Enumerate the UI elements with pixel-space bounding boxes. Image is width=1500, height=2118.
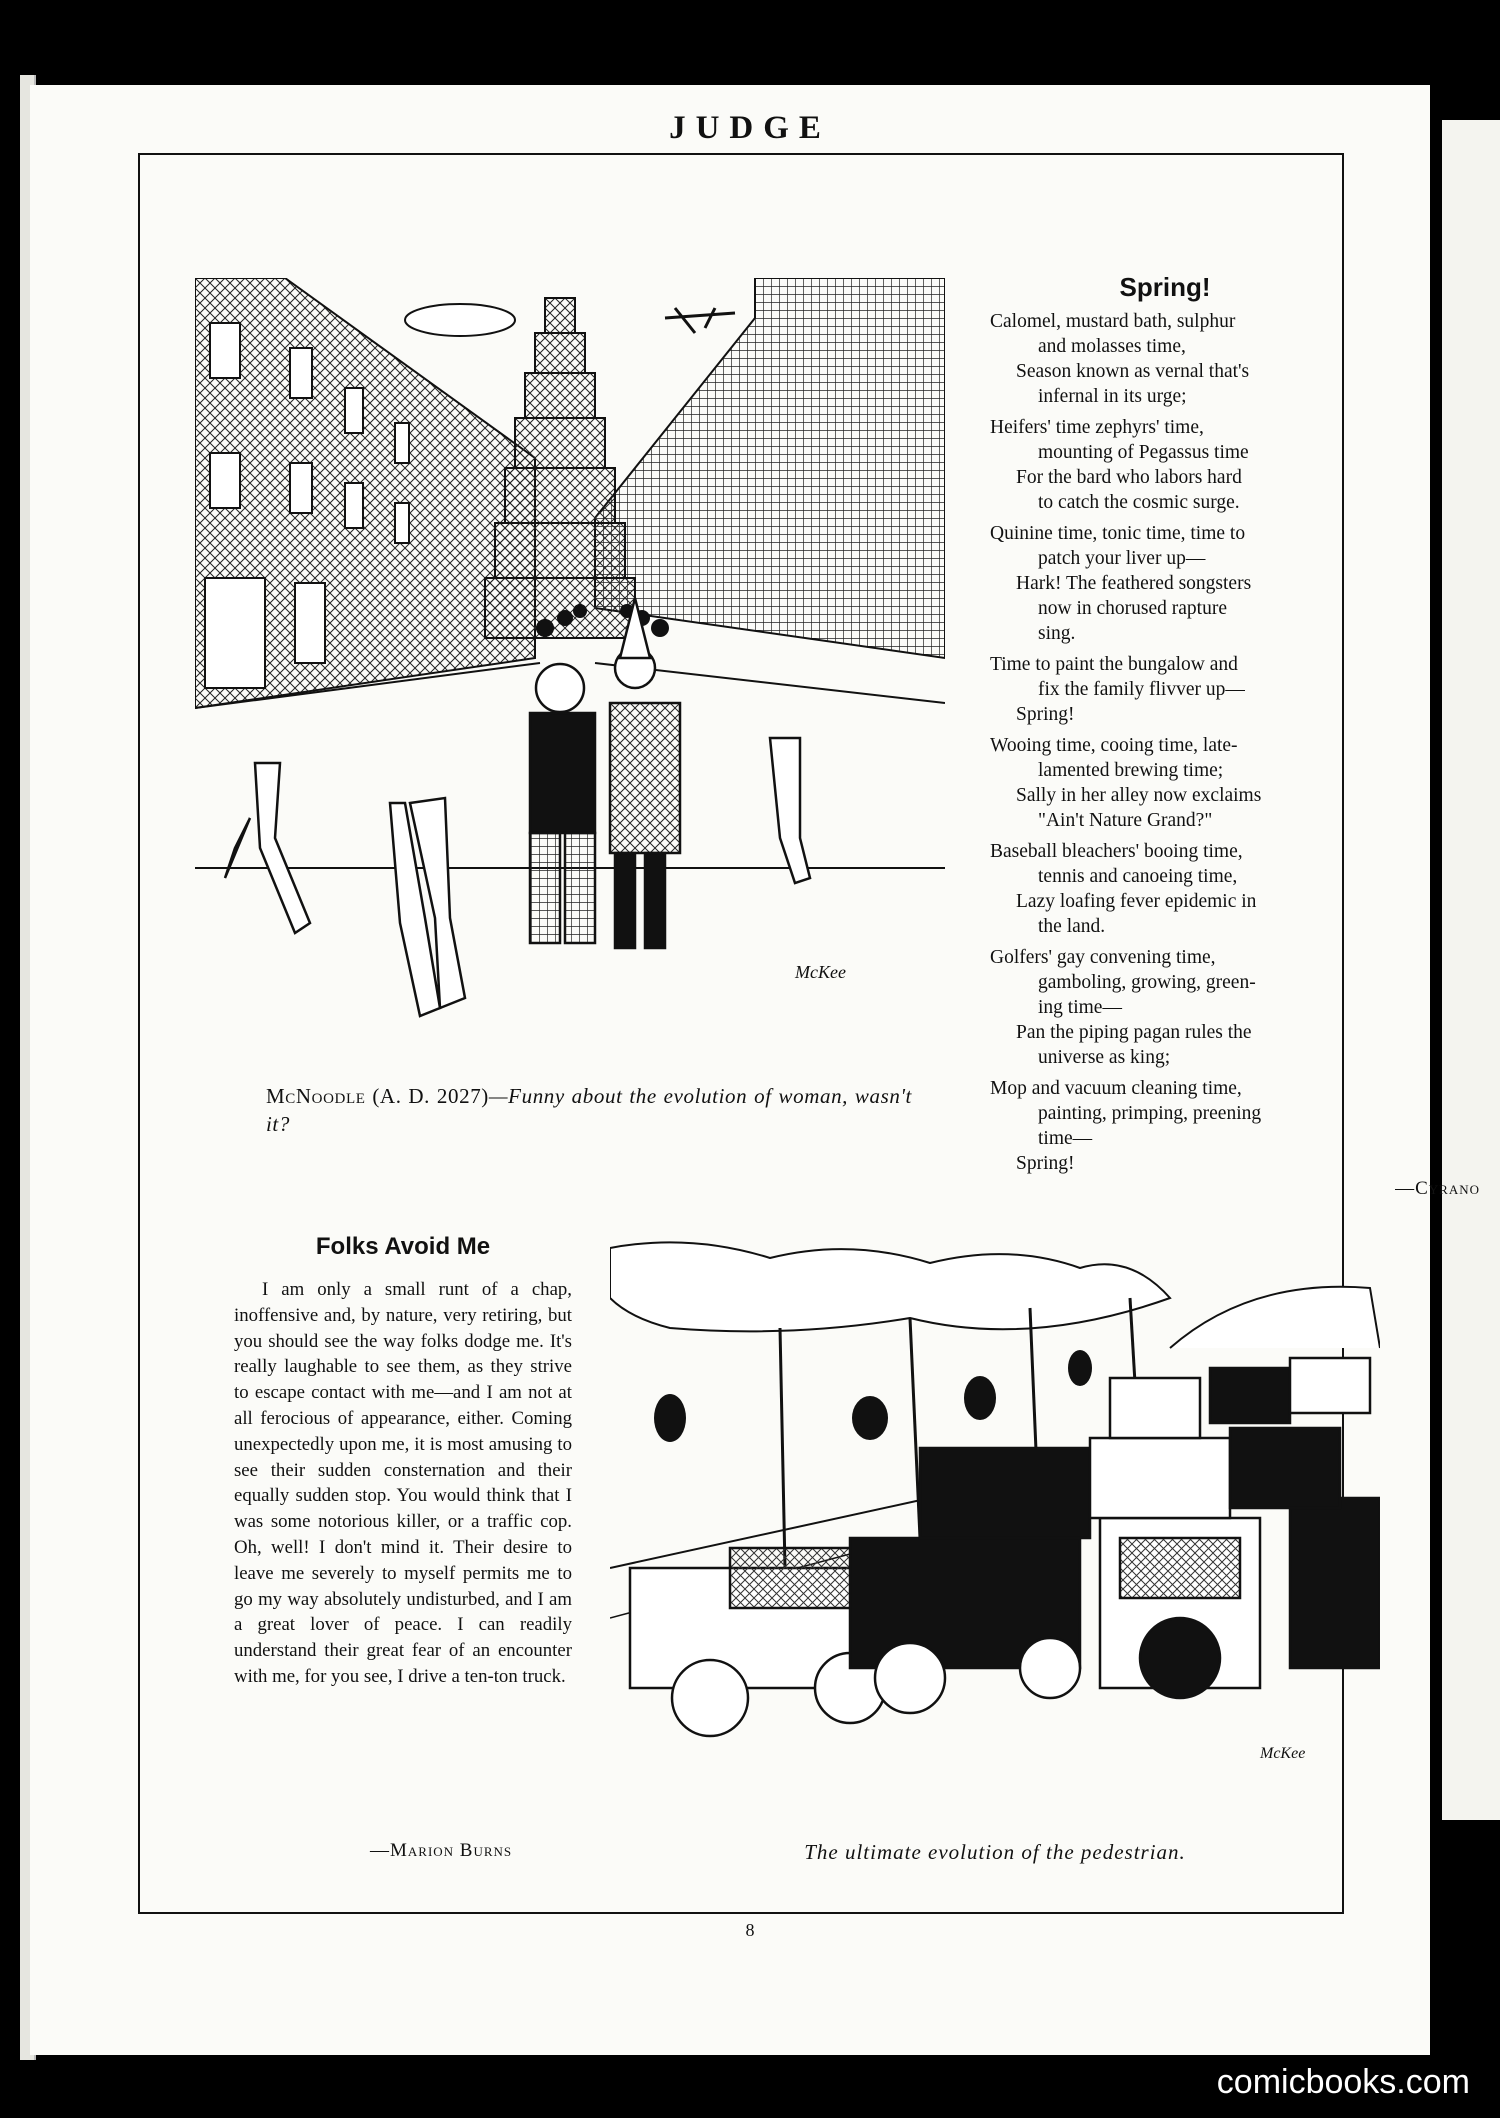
poem-line: Wooing time, cooing time, late-	[990, 735, 1238, 756]
poem-title: Spring!	[1119, 272, 1211, 302]
poem-stanza	[990, 733, 1340, 833]
poem-line: to catch the cosmic surge.	[1038, 492, 1240, 513]
poem-line: Hark! The feathered songsters	[1016, 573, 1252, 594]
poem-line: Pan the piping pagan rules the	[1016, 1022, 1252, 1043]
poem-stanza	[990, 652, 1340, 727]
poem-line: gamboling, growing, green-	[1038, 972, 1256, 993]
poem-stanza	[990, 309, 1340, 409]
poem-line: now in chorused rapture	[1038, 598, 1227, 619]
poem-line: Lazy loafing fever epidemic in	[1016, 891, 1257, 912]
poem-line: infernal in its urge;	[1038, 386, 1187, 407]
poem-line: Golfers' gay convening time,	[990, 947, 1216, 968]
caption-speaker: McNoodle	[266, 1084, 366, 1108]
poem-line: Season known as vernal that's	[1016, 361, 1250, 382]
cartoon-city-legs	[195, 278, 945, 1038]
poem-stanza	[990, 415, 1340, 515]
poem-author: —Cyrano	[1395, 1178, 1480, 1199]
page-number: 8	[745, 1920, 755, 1940]
facing-page-edge	[1442, 120, 1500, 1820]
poem-line: Spring!	[1016, 1153, 1075, 1174]
svg-text:McKee: McKee	[795, 962, 846, 982]
poem-line: the land.	[1038, 916, 1106, 937]
poem-line: Quinine time, tonic time, time to	[990, 523, 1246, 544]
poem-line: fix the family flivver up—	[1038, 679, 1245, 700]
poem-line: Calomel, mustard bath, sulphur	[990, 311, 1236, 332]
poem-line: "Ain't Nature Grand?"	[1038, 810, 1213, 831]
poem-spring	[990, 272, 1340, 1182]
poem-line: universe as king;	[1038, 1047, 1171, 1068]
caption-quote: —Funny about the evolution of woman, wasn't it?	[266, 1084, 912, 1136]
svg-text:McKee: McKee	[1260, 1745, 1306, 1762]
poem-stanza	[990, 945, 1340, 1070]
poem-line: patch your liver up—	[1038, 548, 1206, 569]
poem-stanza	[990, 521, 1340, 646]
poem-line: Sally in her alley now exclaims	[1016, 785, 1262, 806]
poem-line: time—	[1038, 1128, 1093, 1149]
poem-line: lamented brewing time;	[1038, 760, 1224, 781]
caption-date: (A. D. 2027)	[372, 1084, 489, 1108]
poem-line: For the bard who labors hard	[1016, 467, 1242, 488]
poem-line: tennis and canoeing time,	[1038, 866, 1238, 887]
cartoon-traffic-jam	[610, 1238, 1380, 1798]
poem-line: Mop and vacuum cleaning time,	[990, 1078, 1242, 1099]
masthead: JUDGE	[669, 110, 831, 146]
poem-line: sing.	[1038, 623, 1076, 644]
poem-line: Heifers' time zephyrs' time,	[990, 417, 1204, 438]
article-title: Folks Avoid Me	[315, 1233, 491, 1260]
article-author: —Marion Burns	[370, 1840, 513, 1861]
poem-line: Time to paint the bungalow and	[990, 654, 1238, 675]
poem-line: mounting of Pegassus time	[1038, 442, 1249, 463]
watermark: comicbooks.com	[1216, 2063, 1470, 2101]
poem-stanza	[990, 1076, 1340, 1176]
poem-line: Spring!	[1016, 704, 1075, 725]
poem-line: Baseball bleachers' booing time,	[990, 841, 1243, 862]
poem-line: ing time—	[1038, 997, 1122, 1018]
poem-line: and molasses time,	[1038, 336, 1186, 357]
bottom-cartoon-caption: The ultimate evolution of the pedestrian.	[804, 1840, 1186, 1864]
top-cartoon-caption	[266, 1082, 912, 1138]
article-body: I am only a small runt of a chap, inoffensive and, by nature, very retiring, but you should see the way folks dodge me. It's really laughable to see them, as they strive to escape contact with me—and I am not at all ferocious of appearance, either. Coming unexpectedly upon me, it is most amusing to see their sudden consternation and their equally sudden stop. You would think that I was some notorious killer, or a traffic cop. Oh, well! I don't mind it. Their desire to leave me severely to myself permits me to go my way absolutely undisturbed, and I am a great lover of peace. I can readily understand their great fear of an encounter with me, for you see, I drive a ten-ton truck.	[234, 1279, 572, 1687]
article-folks-avoid-me	[234, 1233, 572, 1690]
poem-line: painting, primping, preening	[1038, 1103, 1262, 1124]
poem-stanza	[990, 839, 1340, 939]
